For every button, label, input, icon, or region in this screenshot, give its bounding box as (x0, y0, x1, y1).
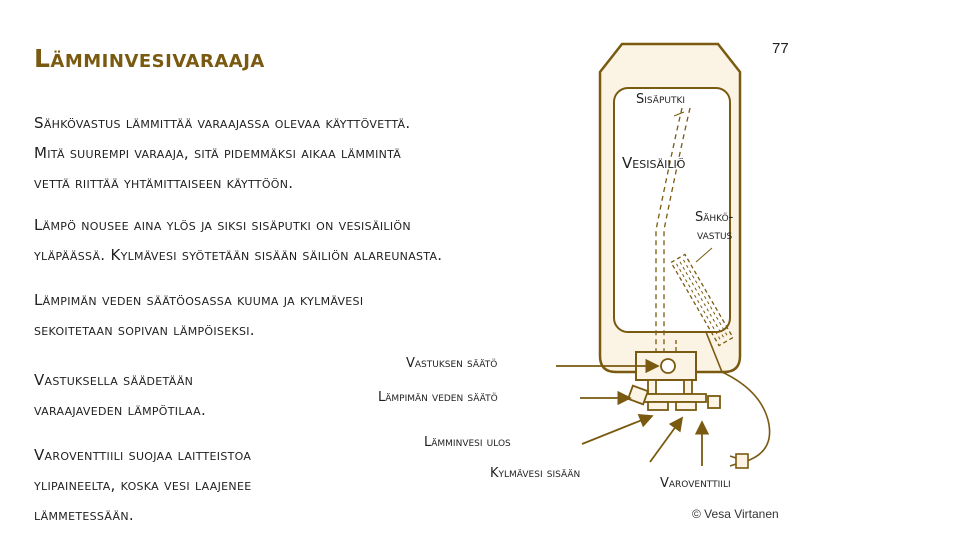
paragraph-line: Vastuksella säädetään (34, 371, 194, 389)
paragraph-line: lämmetessään. (34, 506, 134, 524)
arrow-kylmavesi-sisaan (650, 418, 682, 462)
paragraph-line: yläpäässä. Kylmävesi syötetään sisään säiliön alareunasta. (34, 246, 443, 264)
label-sahkovastus-1: Sähkö- (695, 210, 734, 225)
control-knob (661, 359, 675, 373)
paragraph-line: sekoitetaan sopivan lämpöiseksi. (34, 321, 255, 339)
label-sahkovastus-2: vastus (697, 228, 733, 243)
paragraph-line: Lämpö nousee aina ylös ja siksi sisäputki on vesisäiliön (34, 216, 411, 234)
arrow-lamminvesi-ulos (582, 416, 652, 444)
label-vastuksen-saato: Vastuksen säätö (406, 356, 498, 371)
paragraph-line: Lämpimän veden säätöosassa kuuma ja kylmävesi (34, 291, 364, 309)
paragraph-line: vettä riittää yhtämittaiseen käyttöön. (34, 174, 294, 192)
paragraph-line: Sähkövastus lämmittää varaajassa olevaa käyttövettä. (34, 114, 411, 132)
plug-icon (730, 454, 748, 468)
paragraph-line: Varoventtiili suojaa laitteistoa (34, 446, 252, 464)
credit: © Vesa Virtanen (692, 507, 779, 521)
mixing-valve (628, 380, 720, 410)
label-lamminvesi-ulos: Lämminvesi ulos (424, 435, 511, 450)
label-varoventtiili: Varoventtiili (660, 476, 731, 491)
power-cable (722, 372, 770, 462)
page-number: 77 (772, 40, 789, 57)
paragraph-line: Mitä suurempi varaaja, sitä pidemmäksi aikaa lämmintä (34, 144, 402, 162)
label-lampiman-veden-saato: Lämpimän veden säätö (378, 390, 498, 405)
label-vesisailio: Vesisäiliö (622, 154, 686, 172)
slide-title: Lämminvesivaraaja (34, 44, 265, 73)
label-sisaputki: Sisäputki (636, 92, 686, 107)
label-kylmavesi-sisaan: Kylmävesi sisään (490, 466, 581, 481)
paragraph-line: varaajaveden lämpötilaa. (34, 401, 207, 419)
paragraph-line: ylipaineelta, koska vesi laajenee (34, 476, 252, 494)
